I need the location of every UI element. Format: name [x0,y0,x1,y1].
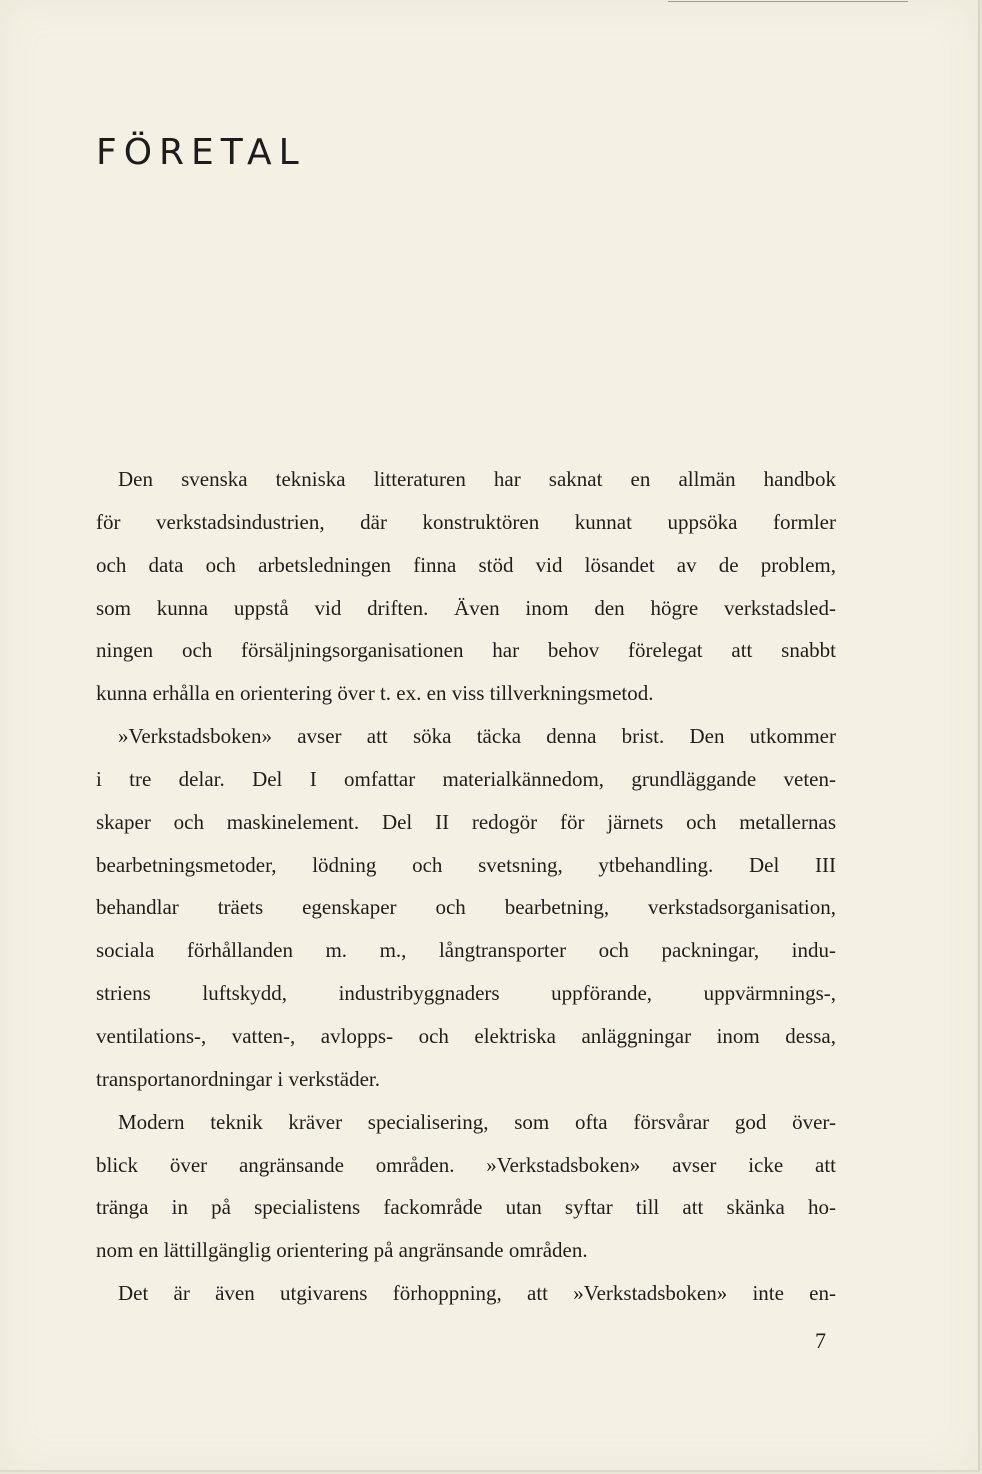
text-line: i tre delar. Del I omfattar materialkännedom, grundläggande veten- [96,766,836,791]
text-line: skaper och maskinelement. Del II redogör för järnets och metallernas [96,809,836,834]
text-line: nom en lättillgänglig orientering på angränsande områden. [96,1238,588,1263]
text-line: ningen och försäljningsorganisationen har behov förelegat att snabbt [96,638,836,663]
page-number: 7 [815,1328,826,1353]
text-line: transportanordningar i verkstäder. [96,1066,380,1091]
top-edge-rule [668,1,908,2]
text-line: Den svenska tekniska litteraturen har saknat en allmän handbok [118,467,836,491]
text-line: Modern teknik kräver specialisering, som ofta försvårar god över- [118,1109,836,1134]
text-line: bearbetningsmetoder, lödning och svetsning, ytbehandling. Del III [96,852,836,877]
page-title: FÖRETAL [96,132,306,173]
text-line: tränga in på specialistens fackområde utan syftar till att skänka ho- [96,1195,836,1220]
text-line: ventilations-, vatten-, avlopps- och elektriska anläggningar inom dessa, [96,1023,836,1048]
text-line: Det är även utgivarens förhoppning, att »Verkstadsboken» inte en- [118,1281,836,1306]
text-line: blick över angränsande områden. »Verkstadsboken» avser icke att [96,1152,836,1177]
text-line: behandlar träets egenskaper och bearbetning, verkstadsorganisation, [96,895,836,920]
body-text [96,458,836,1315]
text-line: sociala förhållanden m. m., långtransporter och packningar, indu- [96,938,836,963]
text-line: striens luftskydd, industribyggnaders uppförande, uppvärmnings-, [96,981,836,1006]
text-line: för verkstadsindustrien, där konstruktören kunnat uppsöka formler [96,509,836,534]
text-line: som kunna uppstå vid driften. Även inom den högre verkstadsled- [96,595,836,620]
text-line: »Verkstadsboken» avser att söka täcka denna brist. Den utkommer [118,724,836,749]
text-line: kunna erhålla en orientering över t. ex. en viss tillverkningsmetod. [96,681,654,706]
text-line: och data och arbetsledningen finna stöd vid lösandet av de problem, [96,552,836,577]
